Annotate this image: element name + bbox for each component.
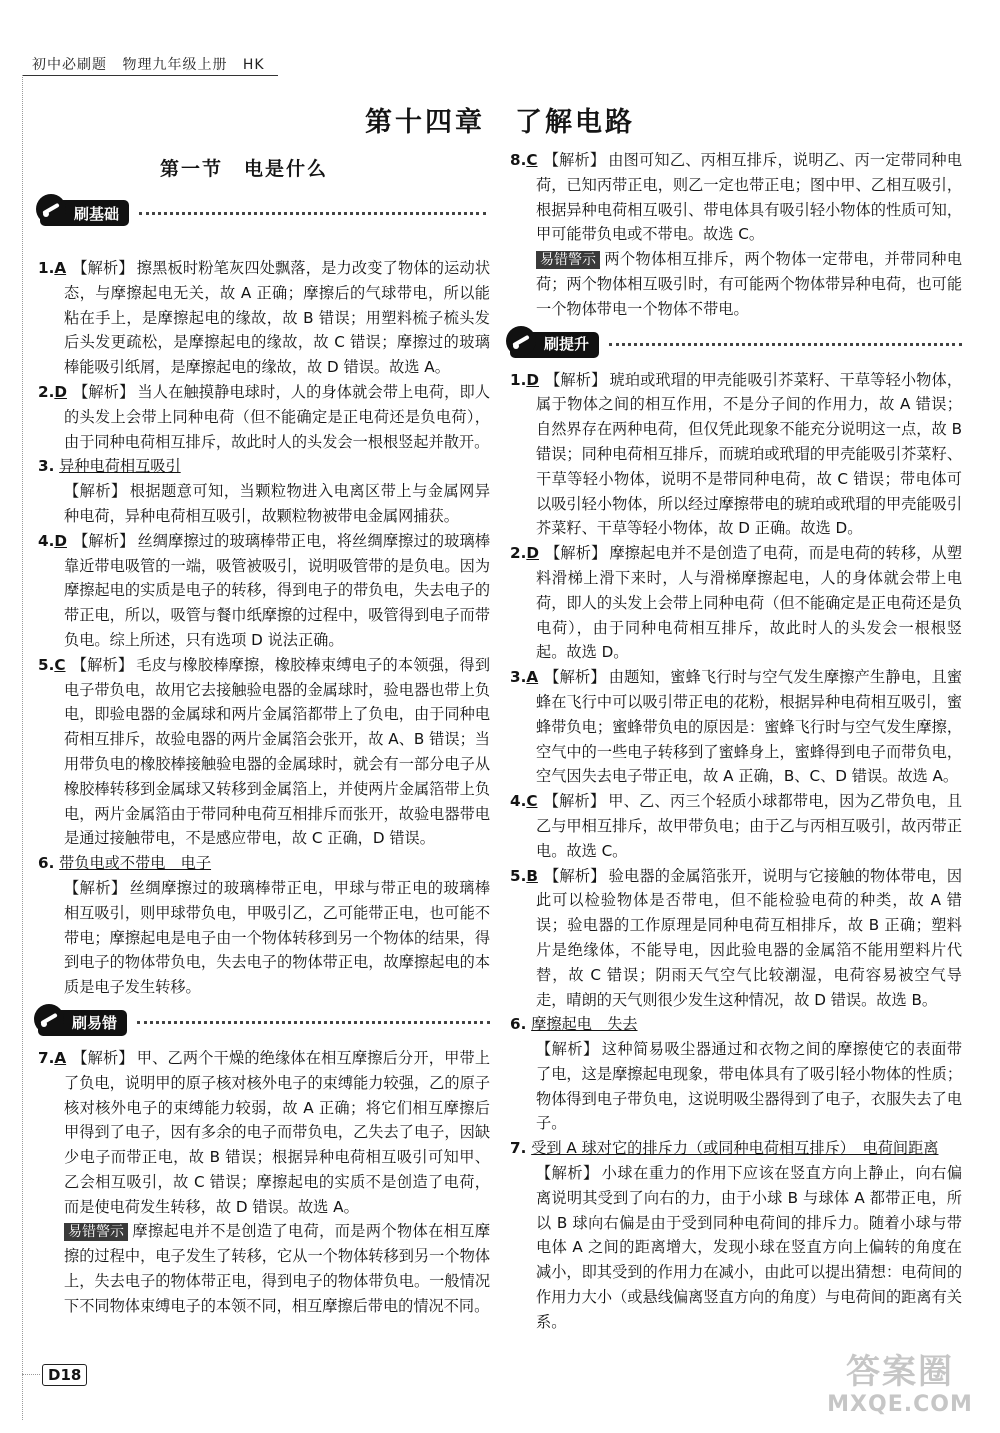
analysis-tag: 【解析】 [543, 866, 606, 885]
banner-improve [510, 326, 962, 364]
analysis-tag: 【解析】 [72, 259, 134, 277]
page-number: D18 [42, 1364, 87, 1386]
banner-label: 刷基础 [74, 204, 120, 223]
answer-item [510, 789, 962, 863]
banner-badge [38, 1010, 127, 1036]
pen-hand-icon [34, 192, 68, 226]
question-number: 6. [38, 854, 55, 873]
answer-choice: C [54, 655, 66, 674]
banner-dots [609, 343, 962, 346]
answer-text: 带负电或不带电 电子 [59, 854, 212, 873]
header-rule [22, 75, 278, 76]
watermark-sub: MXQE.COM [827, 1392, 973, 1417]
explanation-text: 由题知，蜜蜂飞行时与空气发生摩擦产生静电，且蜜蜂在飞行中可以吸引带正电的花粉，根据异种电荷相互吸引，蜜蜂带负电；蜜蜂带负电的原因是：蜜蜂飞行时与空气发生摩擦，空气中的一些电子转移到了蜜蜂身上，蜜蜂得到电子而带负电，空气因失去电子带正电，故 A 正确，B、C、D 错误。故选 A。 [536, 668, 963, 786]
question-number: 7. [510, 1139, 527, 1158]
explanation-text: 擦黑板时粉笔灰四处飘落，是力改变了物体的运动状态，与摩擦起电无关，故 A 正确；摩擦后的气球带电，所以能粘在手上，是摩擦起电的缘故，故 B 错误；用塑料梳子梳头发后头发更疏松，是摩擦起电的缘故，故 C 错误；摩擦过的玻璃棒能吸引纸屑，是摩擦起电的缘故，故 D 错误。故选 A。 [64, 259, 491, 377]
explanation [38, 653, 490, 851]
analysis-tag: 【解析】 [543, 151, 606, 169]
edition-label: HK [242, 57, 265, 73]
answer-line [510, 1012, 962, 1037]
analysis-tag: 【解析】 [544, 668, 606, 687]
answer-choice: D [526, 544, 539, 563]
answer-item [510, 665, 962, 789]
warning-badge: 易错警示 [64, 1223, 128, 1241]
explanation [510, 368, 962, 542]
running-header [32, 54, 275, 74]
question-number: 5. [510, 866, 527, 885]
explanation-text: 由图可知乙、丙相互排斥，说明乙、丙一定带同种电荷，已知丙带正电，则乙一定也带正电；图中甲、乙相互吸引，根据异种电荷相互吸引、带电体具有吸引轻小物体的性质可知，甲可能带负电或不带电。故选 C。 [536, 151, 963, 244]
answer-item [38, 1046, 490, 1319]
banner-basic [40, 194, 486, 232]
explanation [510, 864, 962, 1013]
explanation-text: 这种简易吸尘器通过和衣物之间的摩擦使它的表面带了电，这是摩擦起电现象，带电体具有了吸引轻小物体的性质；物体得到电子带负电，这说明吸尘器得到了电子，衣服失去了电子。 [536, 1040, 963, 1133]
answer-line [510, 1136, 962, 1161]
banner-dots [137, 1021, 490, 1024]
banner-badge [40, 200, 129, 226]
banner-badge [510, 332, 599, 358]
pen-hand-icon [32, 1002, 66, 1036]
answer-item [510, 1136, 962, 1334]
analysis-tag: 【解析】 [543, 792, 606, 811]
explanation-text: 甲、乙、丙三个轻质小球都带电，因为乙带负电，且乙与甲相互排斥，故甲带负电；由于乙与丙相互吸引，故丙带正电。故选 C。 [536, 792, 963, 860]
explanation [38, 256, 490, 380]
answer-item [510, 1012, 962, 1136]
answer-item [510, 864, 962, 1013]
answer-item [38, 653, 490, 851]
answer-item [510, 541, 962, 665]
explanation [510, 541, 962, 665]
analysis-tag: 【解析】 [72, 382, 135, 401]
explanation-text: 摩擦起电并不是创造了电荷，而是电荷的转移，从塑料滑梯上滑下来时，人与滑梯摩擦起电，人的身体就会带上电荷，即人的头发上会带上同种电荷（但不能确定是正电荷还是负电荷），由于同种电荷相互排斥，故此时人的头发会一根根竖起。故选 D。 [536, 544, 963, 662]
analysis-tag: 【解析】 [64, 482, 127, 501]
series-name: 初中必刷题 [32, 57, 107, 73]
explanation-text: 丝绸摩擦过的玻璃棒带正电，将丝绸摩擦过的玻璃棒靠近带电吸管的一端，吸管被吸引，说明吸管带的是负电。因为摩擦起电的实质是电子的转移，得到电子的带负电，失去电子的带正电，所以，吸管与餐巾纸摩擦的过程中，吸管得到电子而带负电。综上所述，只有选项 D 说法正确。 [64, 531, 491, 649]
answer-text: 异种电荷相互吸引 [59, 457, 181, 476]
answer-choice: D [54, 531, 67, 550]
explanation [510, 665, 962, 789]
warning-badge: 易错警示 [536, 251, 600, 269]
watermark-logo [820, 1352, 980, 1424]
answer-item [38, 454, 490, 528]
analysis-tag: 【解析】 [71, 655, 134, 674]
answer-item [38, 529, 490, 653]
answer-item [510, 368, 962, 542]
section-title: 第一节 电是什么 [159, 158, 328, 180]
explanation [510, 1037, 962, 1136]
answer-choice: D [54, 382, 67, 401]
chapter-title: 第十四章 了解电路 [365, 107, 635, 138]
question-number: 8. [510, 151, 527, 169]
explanation [38, 529, 490, 653]
banner-label: 刷易错 [72, 1013, 118, 1032]
analysis-tag: 【解析】 [544, 370, 607, 389]
question-number: 2. [38, 382, 55, 401]
banner-dots [139, 212, 486, 215]
answer-item [38, 380, 490, 454]
answer-choice: C [526, 792, 538, 811]
analysis-tag: 【解析】 [64, 878, 127, 897]
answer-choice: C [526, 151, 538, 169]
explanation [38, 1046, 490, 1220]
explanation-text: 丝绸摩擦过的玻璃棒带正电，甲球与带正电的玻璃棒相互吸引，则甲球带负电，甲吸引乙，乙可能带正电，也可能不带电；摩擦起电是电子由一个物体转移到另一个物体的结果，得到电子的物体带负电，失去电子的物体带正电，故摩擦起电的本质是电子发生转移。 [64, 878, 491, 997]
explanation [510, 789, 962, 863]
question-number: 3. [38, 457, 55, 476]
question-number: 2. [510, 544, 527, 563]
explanation [510, 1161, 962, 1335]
banner-error [38, 1004, 490, 1042]
error-warning [510, 247, 962, 321]
answer-choice: B [526, 866, 538, 885]
analysis-tag: 【解析】 [536, 1164, 599, 1183]
explanation-text: 甲、乙两个干燥的绝缘体在相互摩擦后分开，甲带上了负电，说明甲的原子核对核外电子的束缚能力较强，乙的原子核对核外电子的束缚能力较弱，故 A 正确；将它们相互摩擦后甲得到了电子，因有多余的电子而带负电，乙失去了电子，因缺少电子而带正电，故 B 错误；根据异种电荷相互吸引可知甲、乙会相互吸引，故 C 错误；摩擦起电的实质不是创造了电荷，而是使电荷发生转移，故 D 错误。故选 A。 [64, 1048, 491, 1216]
answer-item [510, 148, 962, 322]
answer-item [38, 851, 490, 1000]
warning-text: 两个物体相互排斥，两个物体一定带电，并带同种电荷；两个物体相互吸引时，有可能两个物体带异种电荷，也可能一个物体带电一个物体不带电。 [536, 250, 962, 318]
question-number: 1. [38, 259, 55, 277]
analysis-tag: 【解析】 [72, 531, 135, 550]
subject-name: 物理九年级上册 [122, 57, 228, 73]
question-number: 7. [38, 1048, 55, 1067]
explanation-text: 根据题意可知，当颗粒物进入电离区带上与金属网异种电荷，异种电荷相互吸引，故颗粒物被带电金属网捕获。 [64, 482, 491, 525]
answer-item [38, 256, 490, 380]
question-number: 1. [510, 370, 527, 389]
margin-rule [22, 75, 23, 1420]
explanation-text: 琥珀或玳瑁的甲壳能吸引芥菜籽、干草等轻小物体，属于物体之间的相互作用，不是分子间的作用力，故 A 错误；自然界存在两种电荷，但仅凭此现象不能充分说明这一点，故 B 错误；同种电荷相互排斥，而琥珀或玳瑁的甲壳能吸引芥菜籽、干草等轻小物体，说明不是带同种电荷，故 C 错误；带电体可以吸引轻小物体，所以经过摩擦带电的琥珀或玳瑁的甲壳能吸引芥菜籽、干草等轻小物体，故 D 正确。故选 D。 [536, 370, 963, 538]
analysis-tag: 【解析】 [72, 1048, 134, 1067]
question-number: 5. [38, 655, 55, 674]
answer-text: 摩擦起电 失去 [531, 1015, 638, 1034]
analysis-tag: 【解析】 [544, 544, 607, 563]
answer-choice: A [54, 259, 67, 277]
right-column [510, 148, 962, 1335]
question-number: 4. [38, 531, 55, 550]
analysis-tag: 【解析】 [536, 1040, 599, 1059]
explanation-text: 小球在重力的作用下应该在竖直方向上静止，向右偏离说明其受到了向右的力，由于小球 B 与球体 A 都带正电，所以 B 球向右偏是由于受到同种电荷间的排斥力。随着小球与带电体 A 之间的距离增大，发现小球在竖直方向上偏转的角度在减小，即其受到的作用力在减小，由此可以提出猜想：电荷间的作用力大小（或悬线偏离竖直方向的角度）与电荷间的距离有关系。 [536, 1164, 963, 1331]
explanation [38, 380, 490, 454]
answer-choice: D [526, 370, 539, 389]
explanation-text: 毛皮与橡胶棒摩擦，橡胶棒束缚电子的本领强，得到电子带负电，故用它去接触验电器的金属球时，验电器也带上负电，即验电器的金属球和两片金属箔都带上了负电，由于同种电荷相互排斥，故验电器的两片金属箔会张开，故 A、B 错误；当用带负电的橡胶棒接触验电器的金属球时，就会有一部分电子从橡胶棒转移到金属球又转移到金属箔上，并使两片金属箔带上负电，两片金属箔由于带同种电荷互相排斥而张开，故验电器带电是通过接触带电，不是感应带电，故 C 正确，D 错误。 [64, 655, 491, 848]
watermark-main: 答案圈 [846, 1352, 954, 1392]
explanation-text: 当人在触摸静电球时，人的身体就会带上电荷，即人的头发上会带上同种电荷（但不能确定是正电荷还是负电荷），由于同种电荷相互排斥，故此时人的头发会一根根竖起并散开。 [64, 382, 491, 451]
banner-label: 刷提升 [544, 335, 590, 354]
answer-choice: A [54, 1048, 67, 1067]
question-number: 6. [510, 1015, 527, 1034]
answer-line [38, 851, 490, 876]
explanation [510, 148, 962, 247]
explanation-text: 验电器的金属箔张开，说明与它接触的物体带电，因此可以检验物体是否带电，但不能检验电荷的种类，故 A 错误；验电器的工作原理是同种电荷互相排斥，故 B 正确；塑料片是绝缘体，不能导电，因此验电器的金属箔不能用塑料片代替，故 C 错误；阴雨天气空气比较潮湿，电荷容易被空气导走，晴朗的天气则很少发生这种情况，故 D 错误。故选 B。 [536, 866, 963, 1009]
answer-line [38, 454, 490, 479]
question-number: 3. [510, 668, 527, 687]
answer-choice: A [526, 668, 539, 687]
explanation [38, 876, 490, 1000]
explanation [38, 479, 490, 529]
warning-text: 摩擦起电并不是创造了电荷，而是两个物体在相互摩擦的过程中，电子发生了转移，它从一个物体转移到另一个物体上，失去电子的物体带正电，得到电子的物体带负电。一般情况下不同物体束缚电子的本领不同，相互摩擦后带电的情况不同。 [64, 1222, 490, 1315]
error-warning [38, 1219, 490, 1318]
answer-text: 受到 A 球对它的排斥力（或同种电荷相互排斥） 电荷间距离 [531, 1139, 939, 1158]
question-number: 4. [510, 792, 527, 811]
left-column [38, 256, 490, 1319]
footer-dots [22, 1374, 40, 1375]
pen-hand-icon [504, 324, 538, 358]
